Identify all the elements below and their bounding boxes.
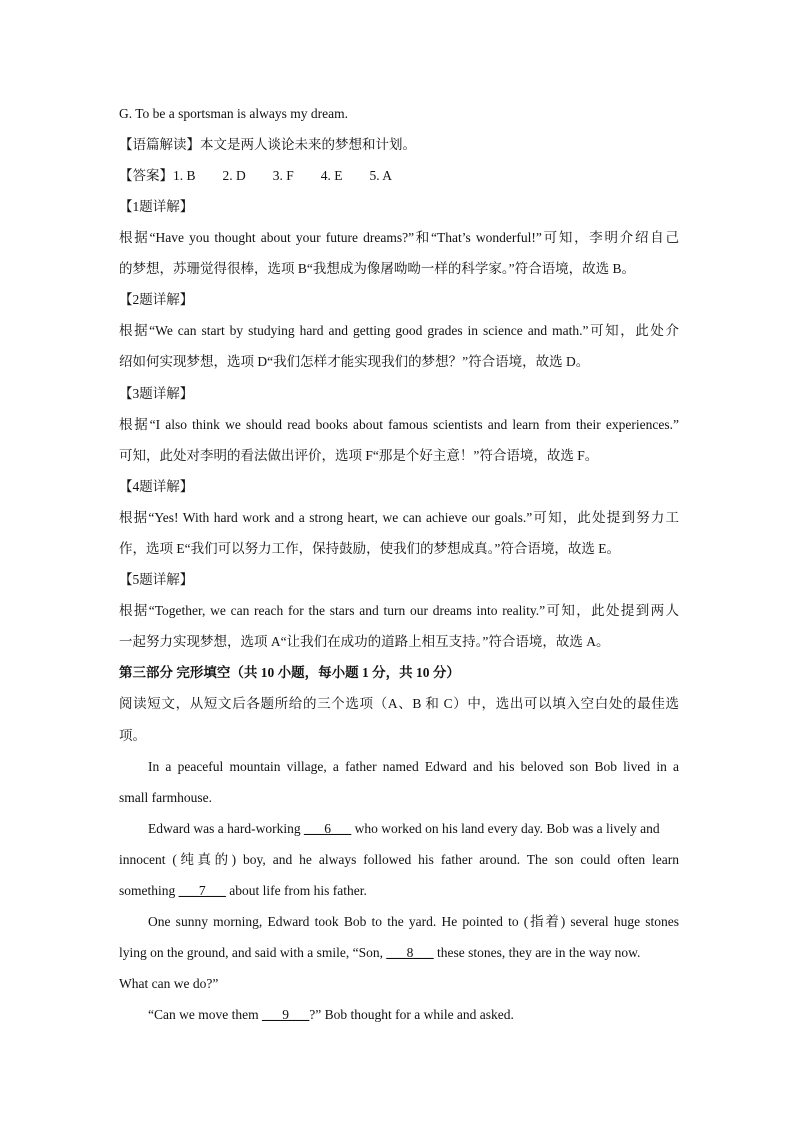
passage-p2-line-3 xyxy=(119,881,679,901)
q3-heading: 【3题详解】 xyxy=(119,386,194,401)
answer-key: 【答案】1. B 2. D 3. F 4. E 5. A xyxy=(119,168,393,183)
text-segment: “Can we move them xyxy=(148,1007,262,1022)
q2-heading: 【2题详解】 xyxy=(119,292,194,307)
passage-p2-line-1 xyxy=(148,819,679,839)
text-segment: lying on the ground, and said with a smile, “Son, xyxy=(119,945,387,960)
passage-p2-line-2: innocent (纯真的) boy, and he always followed his father around. The son could often learn xyxy=(119,852,679,867)
text-segment: something xyxy=(119,883,179,898)
cloze-instruction-line-1: 阅读短文，从短文后各题所给的三个选项（A、B 和 C）中，选出可以填入空白处的最佳选 xyxy=(119,696,679,711)
q1-explanation-line-2: 的梦想，苏珊觉得很棒，选项 B“我想成为像屠呦呦一样的科学家。”符合语境，故选 B。 xyxy=(119,261,635,276)
blank-6: ___6___ xyxy=(303,821,352,836)
q1-explanation-line-1: 根据“Have you thought about your future dreams?”和“That’s wonderful!”可知，李明介绍自己 xyxy=(119,230,679,245)
text-segment: about life from his father. xyxy=(225,883,367,898)
q5-explanation-line-2: 一起努力实现梦想，选项 A“让我们在成功的道路上相互支持。”符合语境，故选 A。 xyxy=(119,634,610,649)
section-three-heading: 第三部分 完形填空（共 10 小题，每小题 1 分，共 10 分） xyxy=(119,665,460,680)
q4-explanation-line-2: 作，选项 E“我们可以努力工作，保持鼓励，使我们的梦想成真。”符合语境，故选 E。 xyxy=(119,541,620,556)
passage-p1-line-2: small farmhouse. xyxy=(119,790,212,805)
passage-p1-line-1: In a peaceful mountain village, a father named Edward and his beloved son Bob lived in a xyxy=(148,759,679,774)
option-g: G. To be a sportsman is always my dream. xyxy=(119,106,349,121)
passage-p4-line-1 xyxy=(148,1005,679,1025)
text-segment: who worked on his land every day. Bob was a lively and xyxy=(351,821,660,836)
cloze-instruction-line-2: 项。 xyxy=(119,728,146,743)
passage-p3-line-3: What can we do?” xyxy=(119,976,219,991)
text-segment: Edward was a hard-working xyxy=(148,821,304,836)
blank-9: ___9___ xyxy=(261,1007,310,1022)
blank-8: ___8___ xyxy=(386,945,434,960)
passage-interpretation: 【语篇解读】本文是两人谈论未来的梦想和计划。 xyxy=(119,137,416,152)
passage-p3-line-1: One sunny morning, Edward took Bob to the yard. He pointed to (指着) several huge stones xyxy=(148,914,679,929)
q3-explanation-line-1: 根据“I also think we should read books about famous scientists and learn from their experiences.” xyxy=(119,417,679,432)
q2-explanation-line-2: 绍如何实现梦想，选项 D“我们怎样才能实现我们的梦想？”符合语境，故选 D。 xyxy=(119,354,590,369)
q4-explanation-line-1: 根据“Yes! With hard work and a strong heart, we can achieve our goals.”可知，此处提到努力工 xyxy=(119,510,679,525)
q5-explanation-line-1: 根据“Together, we can reach for the stars and turn our dreams into reality.”可知，此处提到两人 xyxy=(119,603,679,618)
q2-explanation-line-1: 根据“We can start by studying hard and getting good grades in science and math.”可知，此处介 xyxy=(119,323,679,338)
q3-explanation-line-2: 可知，此处对李明的看法做出评价，选项 F“那是个好主意！”符合语境，故选 F。 xyxy=(119,448,599,463)
q5-heading: 【5题详解】 xyxy=(119,572,194,587)
q1-heading: 【1题详解】 xyxy=(119,199,194,214)
q4-heading: 【4题详解】 xyxy=(119,479,194,494)
text-segment: ?” Bob thought for a while and asked. xyxy=(309,1007,514,1022)
text-segment: these stones, they are in the way now. xyxy=(433,945,641,960)
passage-p3-line-2 xyxy=(119,943,679,963)
blank-7: ___7___ xyxy=(178,883,226,898)
